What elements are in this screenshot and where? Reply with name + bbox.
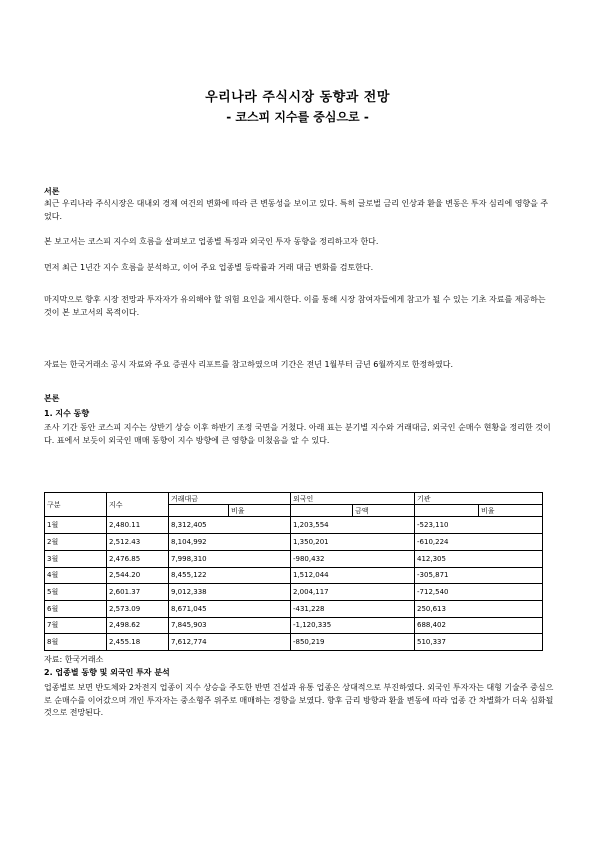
table-cell: 2,544.20 bbox=[107, 567, 169, 584]
table-row bbox=[45, 517, 543, 534]
table-row bbox=[45, 584, 543, 601]
table-cell: 7,998,310 bbox=[169, 550, 291, 567]
table-subheader-cell: 비율 bbox=[229, 505, 291, 517]
paragraph: 조사 기간 동안 코스피 지수는 상반기 상승 이후 하반기 조정 국면을 거쳤다. 아래 표는 분기별 지수와 거래대금, 외국인 순매수 현황을 정리한 것이다. 표에서 보듯이 외국인 매매 동향이 지수 방향에 큰 영향을 미쳤음을 알 수 있다. bbox=[44, 423, 551, 445]
table-cell: 2,476.85 bbox=[107, 550, 169, 567]
table-cell: 412,305 bbox=[415, 550, 543, 567]
table-cell: 8,312,405 bbox=[169, 517, 291, 534]
table-cell: 8월 bbox=[45, 634, 107, 651]
table-cell: 5월 bbox=[45, 584, 107, 601]
table-header-row bbox=[45, 493, 543, 505]
paragraph: 최근 우리나라 주식시장은 대내외 경제 여건의 변화에 따라 큰 변동성을 보이고 있다. 특히 글로벌 금리 인상과 환율 변동은 투자 심리에 영향을 주었다. bbox=[44, 199, 549, 221]
table-row bbox=[45, 534, 543, 551]
table-header-cell: 지수 bbox=[107, 493, 169, 517]
table-cell: 7,612,774 bbox=[169, 634, 291, 651]
table-cell: 2,004,117 bbox=[291, 584, 415, 601]
table-cell: -1,120,335 bbox=[291, 617, 415, 634]
table-cell: 3월 bbox=[45, 550, 107, 567]
subsection-heading: 1. 지수 동향 bbox=[44, 409, 90, 418]
paragraph: 먼저 최근 1년간 지수 흐름을 분석하고, 이어 주요 업종별 등락률과 거래 대금 변화를 검토한다. bbox=[44, 263, 374, 272]
table-cell: 510,337 bbox=[415, 634, 543, 651]
table-cell: 8,455,122 bbox=[169, 567, 291, 584]
table-cell: -712,540 bbox=[415, 584, 543, 601]
table-subheader-cell: 비율 bbox=[479, 505, 543, 517]
section-heading-intro: 서론 bbox=[44, 187, 60, 196]
table-row bbox=[45, 600, 543, 617]
table-header-cell: 기관 bbox=[415, 493, 543, 505]
document-subtitle: - 코스피 지수를 중심으로 - bbox=[226, 110, 369, 124]
document-title: 우리나라 주식시장 동향과 전망 bbox=[205, 90, 390, 105]
table-cell: 2,573.09 bbox=[107, 600, 169, 617]
table-cell: -980,432 bbox=[291, 550, 415, 567]
table-header-cell: 거래대금 bbox=[169, 493, 291, 505]
table-row bbox=[45, 634, 543, 651]
table-cell: 2,480.11 bbox=[107, 517, 169, 534]
table-cell: 8,104,992 bbox=[169, 534, 291, 551]
table-subheader-cell: 금액 bbox=[353, 505, 415, 517]
table-cell: 1월 bbox=[45, 517, 107, 534]
table-cell: 9,012,338 bbox=[169, 584, 291, 601]
table-cell: -610,224 bbox=[415, 534, 543, 551]
table-row bbox=[45, 567, 543, 584]
paragraph: 마지막으로 향후 시장 전망과 투자자가 유의해야 할 위험 요인을 제시한다. 이를 통해 시장 참여자들에게 참고가 될 수 있는 기초 자료를 제공하는 것이 본 보고서의 목적이다. bbox=[44, 295, 549, 317]
table-cell: 2,512.43 bbox=[107, 534, 169, 551]
table-cell: 2월 bbox=[45, 534, 107, 551]
table-row bbox=[45, 617, 543, 634]
table-cell: -431,228 bbox=[291, 600, 415, 617]
table-cell: 688,402 bbox=[415, 617, 543, 634]
table-header-cell: 구분 bbox=[45, 493, 107, 517]
subsection-heading: 2. 업종별 동향 및 외국인 투자 분석 bbox=[44, 668, 170, 677]
table-cell: 1,512,044 bbox=[291, 567, 415, 584]
table-cell: -523,110 bbox=[415, 517, 543, 534]
data-table bbox=[44, 492, 543, 651]
table-row bbox=[45, 550, 543, 567]
table-cell: 1,350,201 bbox=[291, 534, 415, 551]
table-cell: 6월 bbox=[45, 600, 107, 617]
table-cell: 2,455.18 bbox=[107, 634, 169, 651]
section-heading-body: 본론 bbox=[44, 394, 60, 403]
table-cell: 2,601.37 bbox=[107, 584, 169, 601]
table-cell: 1,203,554 bbox=[291, 517, 415, 534]
paragraph: 자료는 한국거래소 공시 자료와 주요 증권사 리포트를 참고하였으며 기간은 전년 1월부터 금년 6월까지로 한정하였다. bbox=[44, 360, 453, 369]
table-cell: 8,671,045 bbox=[169, 600, 291, 617]
table-note: 자료: 한국거래소 bbox=[44, 655, 104, 664]
paragraph: 업종별로 보면 반도체와 2차전지 업종이 지수 상승을 주도한 반면 건설과 유통 업종은 상대적으로 부진하였다. 외국인 투자자는 대형 기술주 중심으로 순매수를 이어갔으며 개인 투자자는 중소형주 위주로 매매하는 경향을 보였다. 향후 금리 방향과 환율 변동에 따라 업종 간 차별화가 더욱 심화될 것으로 전망된다. bbox=[44, 683, 556, 717]
table-cell: -305,871 bbox=[415, 567, 543, 584]
table-cell: 4월 bbox=[45, 567, 107, 584]
table-cell: -850,219 bbox=[291, 634, 415, 651]
table-header-cell: 외국인 bbox=[291, 493, 415, 505]
table-cell: 2,498.62 bbox=[107, 617, 169, 634]
table-cell: 7,845,903 bbox=[169, 617, 291, 634]
table-cell: 7월 bbox=[45, 617, 107, 634]
paragraph: 본 보고서는 코스피 지수의 흐름을 살펴보고 업종별 특징과 외국인 투자 동향을 정리하고자 한다. bbox=[44, 237, 379, 246]
table-cell: 250,613 bbox=[415, 600, 543, 617]
